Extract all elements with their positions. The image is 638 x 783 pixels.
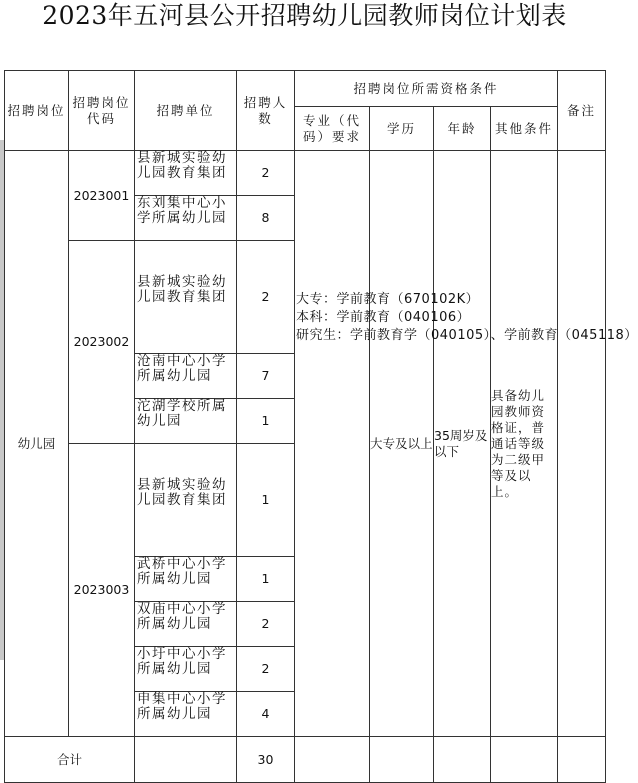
count-cell: 2 bbox=[237, 647, 295, 692]
count-cell: 1 bbox=[237, 399, 295, 444]
post-name-cell: 幼儿园 bbox=[5, 151, 69, 737]
unit-text: 东刘集中心小学所属幼儿园 bbox=[137, 195, 227, 226]
total-empty bbox=[558, 737, 606, 783]
count-cell: 2 bbox=[237, 602, 295, 647]
unit-text: 双庙中心小学所属幼儿园 bbox=[137, 601, 227, 632]
unit-text: 县新城实验幼儿园教育集团 bbox=[137, 477, 227, 508]
post-code-cell: 2023002 bbox=[69, 241, 135, 444]
unit-text: 武桥中心小学所属幼儿园 bbox=[137, 556, 227, 587]
header-age: 年龄 bbox=[434, 107, 491, 151]
header-post: 招聘岗位 bbox=[5, 71, 69, 151]
unit-text: 县新城实验幼儿园教育集团 bbox=[137, 274, 227, 305]
header-education: 学历 bbox=[370, 107, 434, 151]
header-major: 专业（代码）要求 bbox=[295, 107, 370, 151]
unit-cell bbox=[135, 151, 237, 196]
header-remark: 备注 bbox=[558, 71, 606, 151]
count-cell: 2 bbox=[237, 151, 295, 196]
count-cell: 4 bbox=[237, 692, 295, 737]
total-label: 合计 bbox=[5, 737, 135, 783]
unit-cell bbox=[135, 692, 237, 737]
header-requirements: 招聘岗位所需资格条件 bbox=[295, 71, 558, 107]
total-unit-empty bbox=[135, 737, 237, 783]
other-cell: 具备幼儿园教师资格证，普通话等级为二级甲等及以上。 bbox=[491, 151, 558, 737]
post-code-cell: 2023001 bbox=[69, 151, 135, 241]
unit-cell bbox=[135, 602, 237, 647]
unit-text: 申集中心小学所属幼儿园 bbox=[137, 691, 227, 722]
header-unit: 招聘单位 bbox=[135, 71, 237, 151]
unit-cell bbox=[135, 444, 237, 557]
post-code-cell: 2023003 bbox=[69, 444, 135, 737]
total-empty bbox=[434, 737, 491, 783]
count-cell: 2 bbox=[237, 241, 295, 354]
unit-cell bbox=[135, 354, 237, 399]
unit-cell bbox=[135, 196, 237, 241]
header-post-code: 招聘岗位代码 bbox=[69, 71, 135, 151]
major-text-content: 大专：学前教育（670102K） 本科：学前教育（040106） 研究生：学前教育学（040105）、学前教育（045118） bbox=[296, 292, 638, 343]
header-count: 招聘人数 bbox=[237, 71, 295, 151]
unit-text: 小圩中心小学所属幼儿园 bbox=[137, 646, 227, 677]
unit-cell bbox=[135, 241, 237, 354]
page-title: 2023年五河县公开招聘幼儿园教师岗位计划表 bbox=[42, 1, 567, 30]
unit-text: 县新城实验幼儿园教育集团 bbox=[137, 150, 227, 181]
header-other: 其他条件 bbox=[491, 107, 558, 151]
count-cell: 1 bbox=[237, 557, 295, 602]
count-cell: 1 bbox=[237, 444, 295, 557]
education-cell: 大专及以上 bbox=[370, 151, 434, 737]
total-empty bbox=[370, 737, 434, 783]
unit-text: 沱湖学校所属幼儿园 bbox=[137, 398, 227, 429]
total-empty bbox=[295, 737, 370, 783]
age-cell: 35周岁及以下 bbox=[434, 151, 491, 737]
remark-cell bbox=[558, 151, 606, 737]
count-cell: 7 bbox=[237, 354, 295, 399]
unit-cell bbox=[135, 557, 237, 602]
count-cell: 8 bbox=[237, 196, 295, 241]
unit-cell bbox=[135, 647, 237, 692]
total-empty bbox=[491, 737, 558, 783]
unit-text: 沧南中心小学所属幼儿园 bbox=[137, 353, 227, 384]
unit-cell bbox=[135, 399, 237, 444]
total-count: 30 bbox=[237, 737, 295, 783]
recruitment-plan-table bbox=[4, 70, 638, 783]
